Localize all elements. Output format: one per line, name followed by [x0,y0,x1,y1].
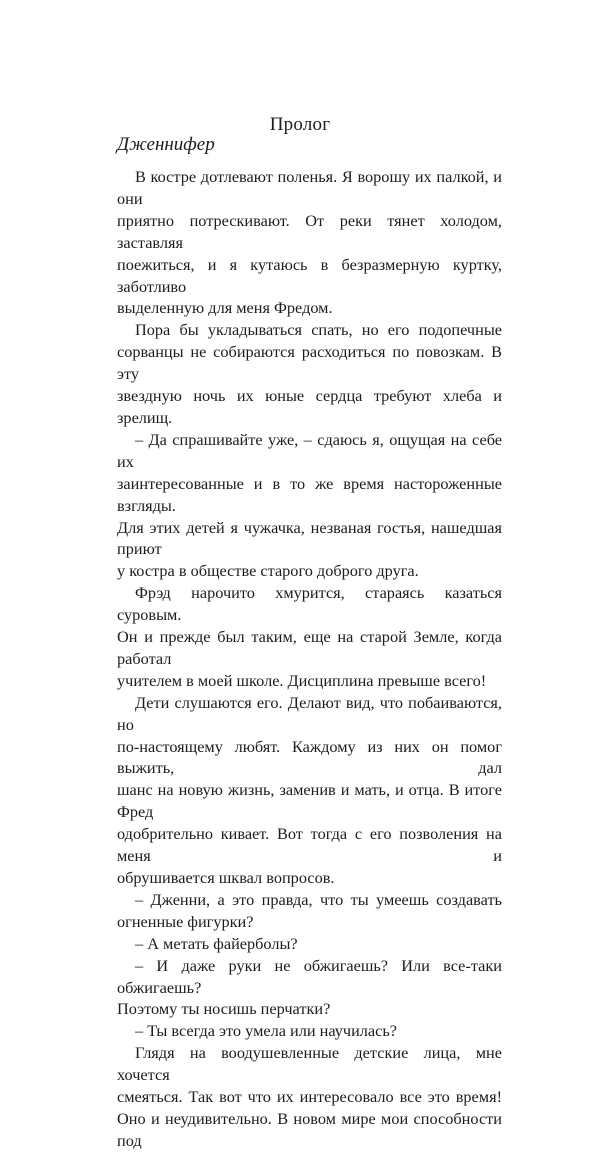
paragraph-line: приятно потрескивают. От реки тянет холодом, заставляя [117,210,502,252]
body-text [117,166,502,1152]
paragraph-line: – А метать файерболы? [135,933,298,953]
paragraph-line: Он и прежде был таким, еще на старой Земле, когда работал [117,627,502,668]
paragraph-line: поежиться, и я кутаюсь в безразмерную куртку, заботливо [117,254,502,296]
paragraph-line: Дети слушаются его. Делают вид, что побаиваются, но [117,692,502,734]
paragraph-line: у костра в обществе старого доброго друга. [117,561,419,581]
paragraph-line: шанс на новую жизнь, заменив и мать, и отца. В итоге Фред [117,780,502,822]
paragraph-line: Фрэд нарочито хмурится, стараясь казаться суровым. [117,583,502,625]
paragraph-line: Оно и неудивительно. В новом мире мои способности под [117,1108,502,1150]
paragraph-line: смеяться. Так вот что их интересовало все это время! [117,1087,502,1107]
paragraph-line: – И даже руки не обжигаешь? Или все-таки обжигаешь? [117,955,502,997]
chapter-title: Пролог [269,114,331,135]
paragraph-line: – Ты всегда это умела или научилась? [135,1021,398,1041]
paragraph-line: обрушивается шквал вопросов. [117,868,335,887]
paragraph-line: учителем в моей школе. Дисциплина превыше всего! [117,670,487,690]
paragraph-line: Пора бы укладываться спать, но его подопечные [135,320,502,340]
paragraph-line: Для этих детей я чужачка, незваная гостья, нашедшая приют [117,517,502,559]
paragraph-line: огненные фигурки? [117,911,254,931]
paragraph-line: Поэтому ты носишь перчатки? [117,999,331,1019]
paragraph-line: заинтересованные и в то же время настороженные взгляды. [117,473,502,515]
paragraph-line: В костре дотлевают поленья. Я ворошу их палкой, и они [117,167,502,208]
narrator-name: Дженнифер [117,134,215,155]
paragraph-line: по-настоящему любят. Каждому из них он помог выжить, дал [117,736,502,778]
paragraph-line: одобрительно кивает. Вот тогда с его позволения на меня и [117,824,502,866]
paragraph-line: звездную ночь их юные сердца требуют хлеба и зрелищ. [117,386,502,427]
paragraph-line: Глядя на воодушевленные детские лица, мне хочется [117,1043,502,1085]
paragraph-line: выделенную для меня Фредом. [117,298,333,318]
paragraph-line: – Дженни, а это правда, что ты умеешь создавать [135,889,502,909]
paragraph-line: – Да спрашивайте уже, – сдаюсь я, ощущая на себе их [117,429,502,471]
paragraph-line: сорванцы не собираются расходиться по повозкам. В эту [117,342,502,384]
